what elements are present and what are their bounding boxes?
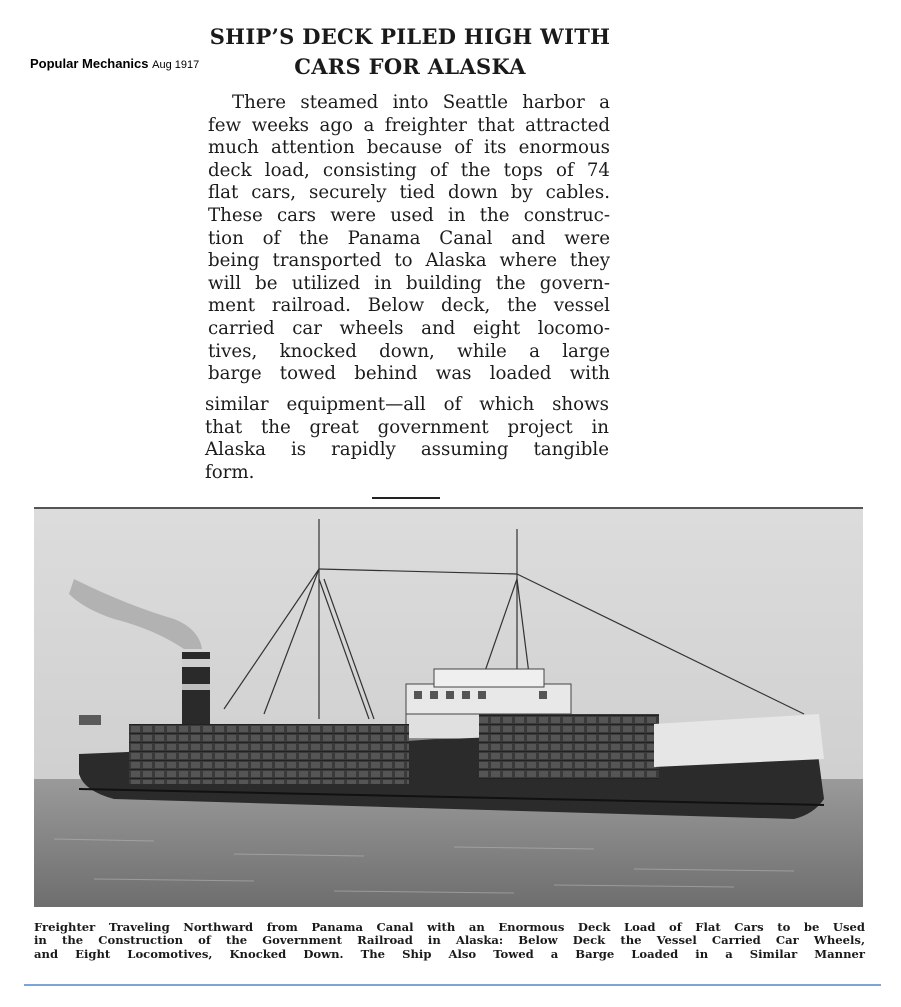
publication-name: Popular Mechanics [30,56,149,71]
paragraph-line: tion of the Panama Canal and were [208,227,610,249]
paragraph-line: flat cars, securely tied down by cables. [208,182,610,204]
funnel [182,652,210,727]
paragraph-line: ment railroad. Below deck, the vessel [208,295,610,317]
paragraph-line: few weeks ago a freighter that attracted [208,114,610,136]
article-paragraph-continued [205,394,609,484]
ship-photograph [34,507,863,907]
caption-line: in the Construction of the Government Railroad in Alaska: Below Deck the Vessel Carried Car Wheels, [34,933,865,948]
publication-date: Aug 1917 [152,59,200,71]
headline-line: SHIP’S DECK PILED HIGH WITH [209,24,611,49]
section-divider [372,497,440,499]
article-paragraph [208,92,610,386]
paragraph-line: similar equipment—all of which shows [205,394,609,415]
paragraph-line: tives, knocked down, while a large [208,340,610,362]
paragraph-line: There steamed into Seattle harbor a [232,92,610,113]
paragraph-line: These cars were used in the construc- [208,204,610,226]
caption-line: and Eight Locomotives, Knocked Down. The Ship Also Towed a Barge Loaded in a Similar Manner [34,946,865,961]
deck-load-fwd [479,714,659,779]
headline-line: CARS FOR ALASKA [294,54,526,79]
paragraph-line: carried car wheels and eight locomo- [208,317,610,339]
paragraph-line: much attention because of its enormous [208,137,610,159]
source-label [30,56,199,71]
article-headline [200,22,620,82]
photo-caption [34,921,865,961]
bottom-divider [24,984,881,986]
paragraph-line: being transported to Alaska where they [208,250,610,272]
paragraph-line: that the great government project in [205,416,609,438]
paragraph-line: will be utilized in building the govern- [208,272,610,294]
stern-flag [79,715,101,725]
deck-load-aft [129,724,409,784]
caption-line: Freighter Traveling Northward from Panama Canal with an Enormous Deck Load of Flat Cars to be Used [34,920,865,934]
paragraph-line: Alaska is rapidly assuming tangible [205,439,609,461]
paragraph-line: deck load, consisting of the tops of 74 [208,159,610,181]
paragraph-line: barge towed behind was loaded with [208,363,610,385]
paragraph-line: form. [205,461,255,483]
